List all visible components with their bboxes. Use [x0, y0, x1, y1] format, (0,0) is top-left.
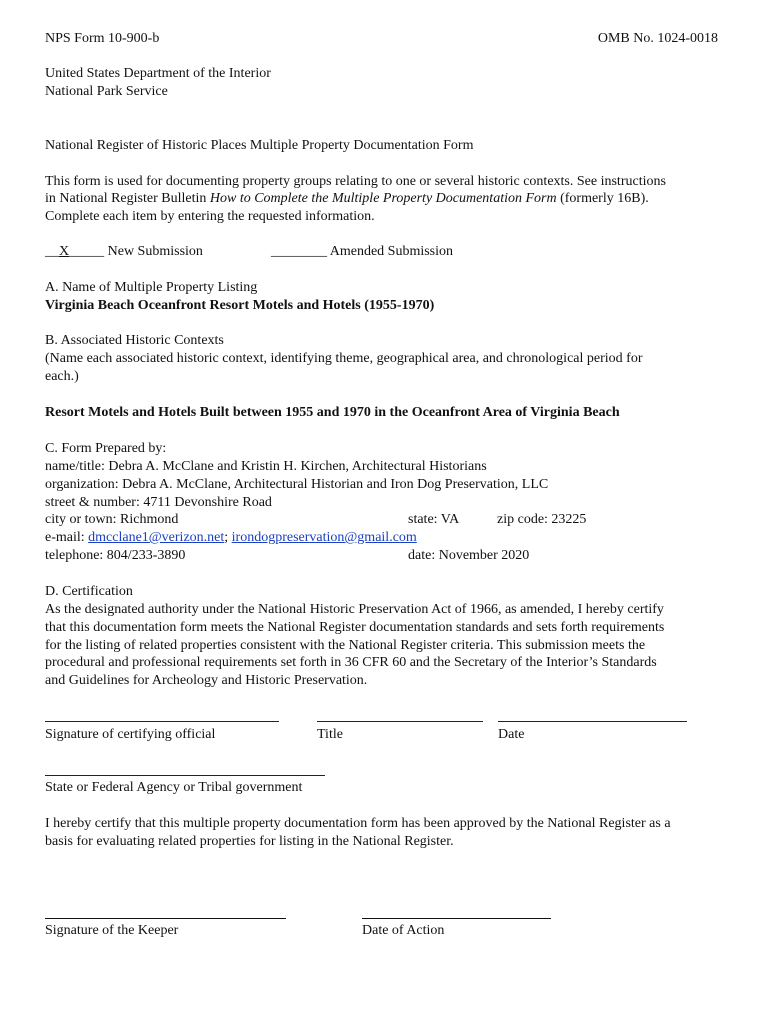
agency-line[interactable] — [45, 775, 325, 776]
intro-line-2-post: (formerly 16B). — [556, 191, 649, 206]
historic-context-value: Resort Motels and Hotels Built between 1955 and 1970 in the Oceanfront Area of Virginia Beach — [45, 405, 620, 420]
prepared-telephone: telephone: 804/233-3890 — [45, 548, 186, 563]
certifying-signature-line[interactable] — [45, 721, 279, 722]
amended-submission-label: Amended Submission — [327, 244, 454, 259]
form-number: NPS Form 10-900-b — [45, 31, 160, 46]
certification-line-5: and Guidelines for Archeology and Historic Preservation. — [45, 673, 368, 688]
new-submission-field[interactable] — [45, 243, 203, 261]
email-link-2[interactable]: irondogpreservation@gmail.com — [231, 530, 417, 545]
section-b-instructions-2: each.) — [45, 369, 79, 384]
email-link-1[interactable]: dmcclane1@verizon.net — [88, 530, 225, 545]
email-separator: ; — [224, 530, 232, 545]
prepared-city: city or town: Richmond — [45, 512, 179, 527]
keeper-certification-line-1: I hereby certify that this multiple property documentation form has been approved by the National Register as a — [45, 816, 671, 831]
intro-line-2-pre: in National Register Bulletin — [45, 191, 210, 206]
certification-line-4: procedural and professional requirements set forth in 36 CFR 60 and the Secretary of the Interior’s Standards — [45, 655, 657, 670]
section-c-heading: C. Form Prepared by: — [45, 441, 167, 456]
intro-line-1: This form is used for documenting property groups relating to one or several historic contexts. See instructions — [45, 174, 666, 189]
bulletin-title: How to Complete the Multiple Property Documentation Form — [209, 191, 557, 206]
certification-line-1: As the designated authority under the National Historic Preservation Act of 1966, as amended, I hereby certify — [45, 602, 664, 617]
new-submission-prefix: __ — [45, 244, 59, 259]
agency-label: State or Federal Agency or Tribal government — [45, 780, 303, 795]
certification-line-2: that this documentation form meets the National Register documentation standards and sets forth requirements — [45, 620, 665, 635]
property-listing-name: Virginia Beach Oceanfront Resort Motels and Hotels (1955-1970) — [45, 298, 435, 313]
prepared-date: date: November 2020 — [408, 548, 530, 563]
prepared-street: street & number: 4711 Devonshire Road — [45, 495, 272, 510]
date-label: Date — [498, 727, 525, 742]
new-submission-mark: X — [59, 244, 70, 259]
keeper-date-line[interactable] — [362, 918, 551, 919]
date-of-action-label: Date of Action — [362, 923, 445, 938]
email-label: e-mail: — [45, 530, 89, 545]
intro-line-2 — [45, 190, 649, 208]
omb-number: OMB No. 1024-0018 — [597, 31, 718, 46]
keeper-certification-line-2: basis for evaluating related properties for listing in the National Register. — [45, 834, 454, 849]
section-a-heading: A. Name of Multiple Property Listing — [45, 280, 258, 295]
new-submission-label: _____ New Submission — [69, 244, 203, 259]
service-name: National Park Service — [45, 84, 168, 99]
certification-line-3: for the listing of related properties consistent with the National Register criteria. This submission meets the — [45, 638, 646, 653]
prepared-organization: organization: Debra A. McClane, Architectural Historian and Iron Dog Preservation, LLC — [45, 477, 549, 492]
keeper-signature-line[interactable] — [45, 918, 286, 919]
certifying-title-line[interactable] — [317, 721, 483, 722]
keeper-signature-label: Signature of the Keeper — [45, 923, 179, 938]
amended-submission-blank: ________ — [271, 244, 327, 259]
prepared-name-title: name/title: Debra A. McClane and Kristin H. Kirchen, Architectural Historians — [45, 459, 487, 474]
section-b-instructions-1: (Name each associated historic context, identifying theme, geographical area, and chronological period for — [45, 351, 643, 366]
amended-submission-field[interactable] — [271, 243, 453, 261]
certifying-date-line[interactable] — [498, 721, 687, 722]
prepared-state: state: VA — [408, 512, 460, 527]
section-d-heading: D. Certification — [45, 584, 133, 599]
signature-certifying-label: Signature of certifying official — [45, 727, 216, 742]
department-name: United States Department of the Interior — [45, 66, 271, 81]
prepared-email-line — [45, 529, 417, 547]
section-b-heading: B. Associated Historic Contexts — [45, 333, 224, 348]
intro-line-3: Complete each item by entering the requested information. — [45, 209, 375, 224]
form-title: National Register of Historic Places Multiple Property Documentation Form — [45, 138, 474, 153]
prepared-zip: zip code: 23225 — [497, 512, 587, 527]
title-label: Title — [317, 727, 343, 742]
